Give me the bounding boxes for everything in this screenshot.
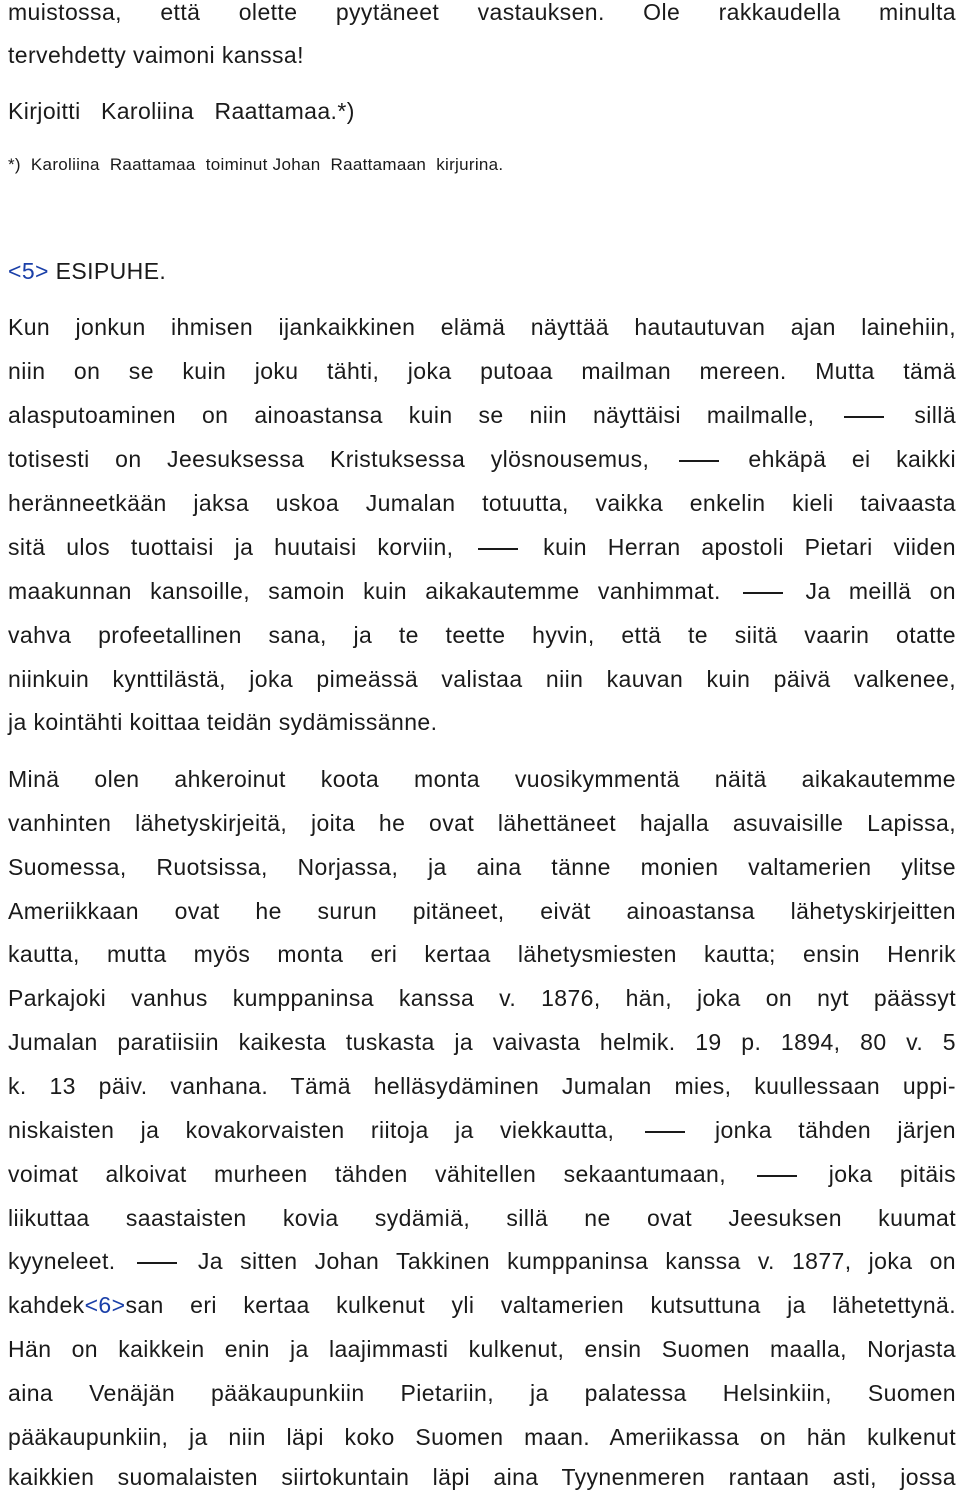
text-line: sitä ulos tuottaisi ja huutaisi korviin, kuin Herran apostoli Pietari viiden	[8, 534, 956, 560]
text-line: Parkajoki vanhus kumppaninsa kanssa v. 1876, hän, joka on nyt päässyt	[8, 985, 956, 1011]
text-line: vanhinten lähetyskirjeitä, joita he ovat lähettäneet hajalla asuvaisille Lapissa,	[8, 810, 956, 836]
text-line: kahdek<6>san eri kertaa kulkenut yli valtamerien kutsuttuna ja lähetettynä.	[8, 1292, 956, 1318]
text-line: maakunnan kansoille, samoin kuin aikakautemme vanhimmat. Ja meillä on	[8, 578, 956, 604]
signature-line: Kirjoitti Karoliina Raattamaa.*)	[8, 98, 355, 124]
text-line: kautta, mutta myös monta eri kertaa lähetysmiesten kautta; ensin Henrik	[8, 941, 956, 967]
text-line: Jumalan paratiisiin kaikesta tuskasta ja vaivasta helmik. 19 p. 1894, 80 v. 5	[8, 1029, 956, 1055]
page-marker: <6>	[84, 1292, 126, 1318]
text-line: voimat alkoivat murheen tähden vähitellen sekaantumaan, joka pitäis	[8, 1161, 957, 1187]
text-line: Ameriikkaan ovat he surun pitäneet, eivät ainoastansa lähetyskirjeitten	[8, 898, 956, 924]
text-line: heränneetkään jaksa uskoa Jumalan totuutta, vaikka enkelin kieli taivaasta	[8, 490, 956, 516]
text-line: muistossa, että olette pyytäneet vastauksen. Ole rakkaudella minulta	[8, 0, 956, 25]
text-line: niinkuin kynttilästä, joka pimeässä valistaa niin kauvan kuin päivä valkenee,	[8, 666, 956, 692]
em-dash	[645, 1131, 685, 1133]
em-dash	[679, 460, 719, 462]
text-line: Hän on kaikkein enin ja laajimmasti kulkenut, ensin Suomen maalla, Norjasta	[8, 1336, 956, 1362]
em-dash	[137, 1262, 177, 1264]
text-line: pääkaupunkiin, ja niin läpi koko Suomen maan. Ameriikassa on hän kulkenut	[8, 1424, 956, 1450]
text-line: kaikkien suomalaisten siirtokuntain läpi aina Tyynenmeren rantaan asti, jossa	[8, 1464, 956, 1490]
text-line: ja kointähti koittaa teidän sydämissänne.	[8, 709, 438, 735]
em-dash	[743, 592, 783, 594]
page-marker: <5>	[8, 258, 49, 284]
text-line: Kun jonkun ihmisen ijankaikkinen elämä näyttää hautautuvan ajan lainehiin,	[8, 314, 956, 340]
em-dash	[844, 416, 884, 418]
section-heading: <5> ESIPUHE.	[8, 258, 167, 284]
text-line: totisesti on Jeesuksessa Kristuksessa ylösnousemus, ehkäpä ei kaikki	[8, 446, 956, 472]
footnote: *) Karoliina Raattamaa toiminut Johan Raattamaan kirjurina.	[8, 155, 504, 174]
text-line: k. 13 päiv. vanhana. Tämä helläsydäminen Jumalan mies, kuullessaan uppi-	[8, 1073, 956, 1099]
text-line: alasputoaminen on ainoastansa kuin se niin näyttäisi mailmalle, sillä	[8, 402, 957, 428]
text-line: Suomessa, Ruotsissa, Norjassa, ja aina tänne monien valtamerien ylitse	[8, 854, 956, 880]
text-line: liikuttaa saastaisten kovia sydämiä, sillä ne ovat Jeesuksen kuumat	[8, 1205, 956, 1231]
text-line: tervehdetty vaimoni kanssa!	[8, 42, 304, 68]
text-line: niskaisten ja kovakorvaisten riitoja ja viekkautta, jonka tähden järjen	[8, 1117, 956, 1143]
text-line: vahva profeetallinen sana, ja te teette hyvin, että te siitä vaarin otatte	[8, 622, 956, 648]
em-dash	[757, 1175, 797, 1177]
text-line: niin on se kuin joku tähti, joka putoaa mailman mereen. Mutta tämä	[8, 358, 956, 384]
text-line: Minä olen ahkeroinut koota monta vuosikymmentä näitä aikakautemme	[8, 766, 956, 792]
text-line: aina Venäjän pääkaupunkiin Pietariin, ja palatessa Helsinkiin, Suomen	[8, 1380, 956, 1406]
text-line: kyyneleet. Ja sitten Johan Takkinen kumppaninsa kanssa v. 1877, joka on	[8, 1248, 956, 1274]
em-dash	[478, 548, 518, 550]
